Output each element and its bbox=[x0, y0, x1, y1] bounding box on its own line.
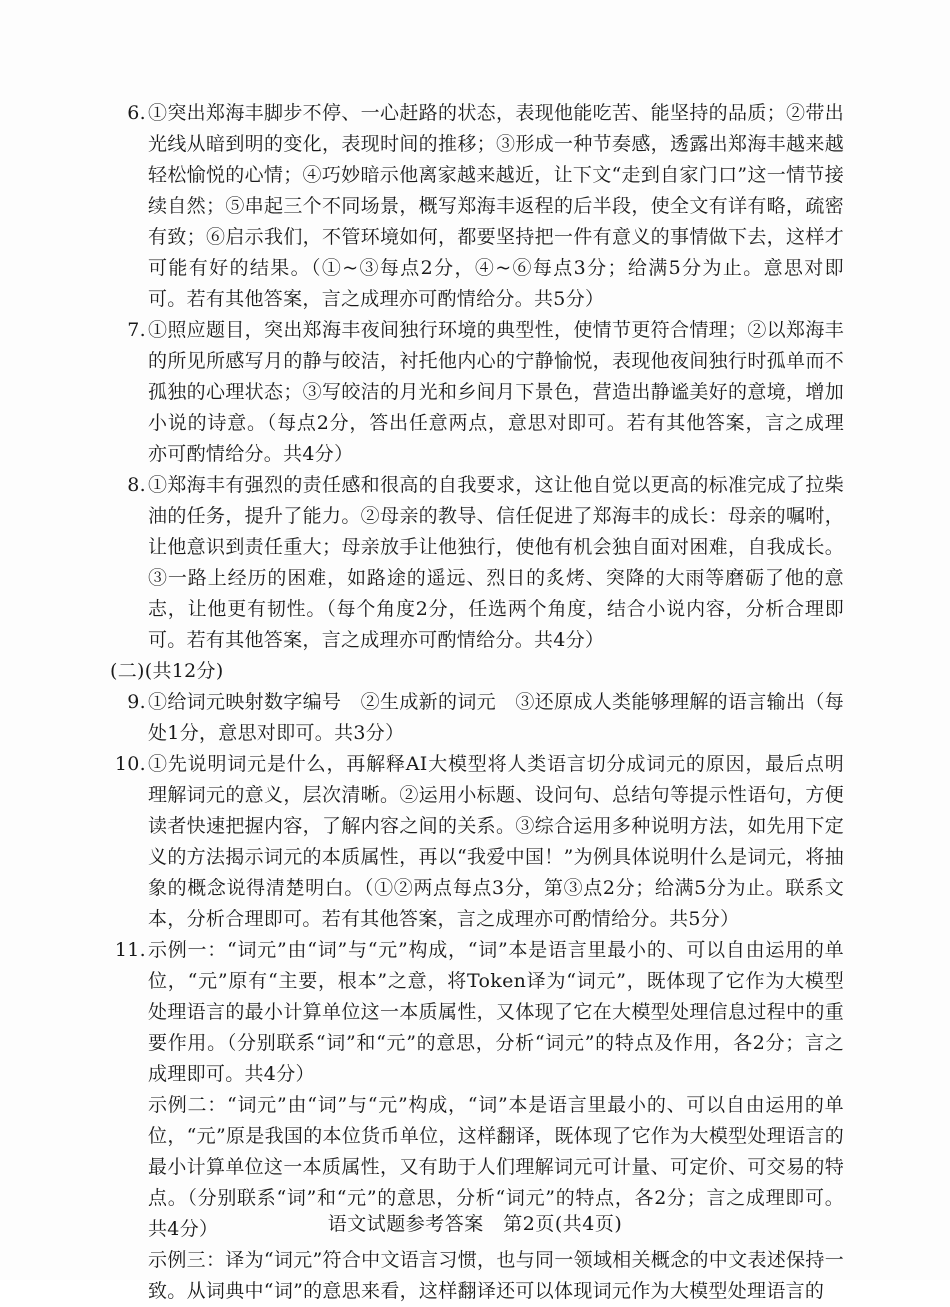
item-number: 8. bbox=[127, 474, 146, 496]
item-text: ①先说明词元是什么，再解释AI大模型将人类语言切分成词元的原因，最后点明理解词元的意义，层次清晰。②运用小标题、设问句、总结句等提示性语句，方便读者快速把握内容，了解内容之间的关系。③综合运用多种说明方法，如先用下定义的方法揭示词元的本质属性，再以“我爱中国！”为例具体说明什么是词元，将抽象的概念说得清楚明白。（①②两点每点3分，第③点2分；给满5分为止。联系文本，分析合理即可。若有其他答案，言之成理亦可酌情给分。共5分） bbox=[148, 753, 844, 930]
answer-item-9 bbox=[118, 687, 844, 749]
item-number: 10. bbox=[114, 753, 146, 775]
example-two: 示例二：“词元”由“词”与“元”构成，“词”本是语言里最小的、可以自由运用的单位，“元”原是我国的本位货币单位，这样翻译，既体现了它作为大模型处理语言的最小计算单位这一本质属性，又有助于人们理解词元可计量、可定价、可交易的特点。（分别联系“词”和“元”的意思，分析“词元”的特点，各2分；言之成理即可。共4分） bbox=[148, 1094, 844, 1240]
item-number: 7. bbox=[127, 319, 146, 341]
page-footer: 语文试题参考答案 第2页(共4页) bbox=[327, 1213, 623, 1235]
answer-item-6 bbox=[118, 98, 844, 315]
answer-item-7 bbox=[118, 315, 844, 470]
item-text: ①给词元映射数字编号 ②生成新的词元 ③还原成人类能够理解的语言输出（每处1分，意思对即可。共3分） bbox=[148, 691, 844, 744]
item-number: 9. bbox=[127, 691, 146, 713]
answer-item-10 bbox=[114, 749, 844, 935]
example-three: 示例三：译为“词元”符合中文语言习惯，也与同一领域相关概念的中文表述保持一致。从词典中“词”的意思来看，这样翻译还可以体现词元作为大模型处理语言的 bbox=[148, 1249, 844, 1302]
answer-item-11 bbox=[114, 935, 844, 1307]
example-one: 示例一：“词元”由“词”与“元”构成，“词”本是语言里最小的、可以自由运用的单位，“元”原有“主要，根本”之意，将Token译为“词元”，既体现了它作为大模型处理语言的最小计算单位这一本质属性，又体现了它在大模型处理信息过程中的重要作用。（分别联系“词”和“元”的意思，分析“词元”的特点及作用，各2分；言之成理即可。共4分） bbox=[148, 939, 844, 1085]
answer-item-8 bbox=[118, 470, 844, 656]
item-number: 11. bbox=[114, 939, 146, 961]
item-text: ①郑海丰有强烈的责任感和很高的自我要求，这让他自觉以更高的标准完成了拉柴油的任务，提升了能力。②母亲的教导、信任促进了郑海丰的成长：母亲的嘱咐，让他意识到责任重大；母亲放手让他独行，使他有机会独自面对困难，自我成长。③一路上经历的困难，如路途的遥远、烈日的炙烤、突降的大雨等磨砺了他的意志，让他更有韧性。（每个角度2分，任选两个角度，结合小说内容，分析合理即可。若有其他答案，言之成理亦可酌情给分。共4分） bbox=[148, 474, 844, 651]
item-text: ①突出郑海丰脚步不停、一心赶路的状态，表现他能吃苦、能坚持的品质；②带出光线从暗到明的变化，表现时间的推移；③形成一种节奏感，透露出郑海丰越来越轻松愉悦的心情；④巧妙暗示他离家越来越近，让下文“走到自家门口”这一情节接续自然；⑤串起三个不同场景，概写郑海丰返程的后半段，使全文有详有略，疏密有致；⑥启示我们，不管环境如何，都要坚持把一件有意义的事情做下去，这样才可能有好的结果。（①~③每点2分，④~⑥每点3分；给满5分为止。意思对即可。若有其他答案，言之成理亦可酌情给分。共5分） bbox=[148, 102, 844, 310]
answer-content bbox=[110, 98, 844, 1307]
item-number: 6. bbox=[127, 102, 146, 124]
item-text: ①照应题目，突出郑海丰夜间独行环境的典型性，使情节更符合情理；②以郑海丰的所见所感写月的静与皎洁，衬托他内心的宁静愉悦，表现他夜间独行时孤单而不孤独的心理状态；③写皎洁的月光和乡间月下景色，营造出静谧美好的意境，增加小说的诗意。（每点2分，答出任意两点，意思对即可。若有其他答案，言之成理亦可酌情给分。共4分） bbox=[148, 319, 844, 465]
section-heading: (二)(共12分) bbox=[110, 660, 224, 682]
